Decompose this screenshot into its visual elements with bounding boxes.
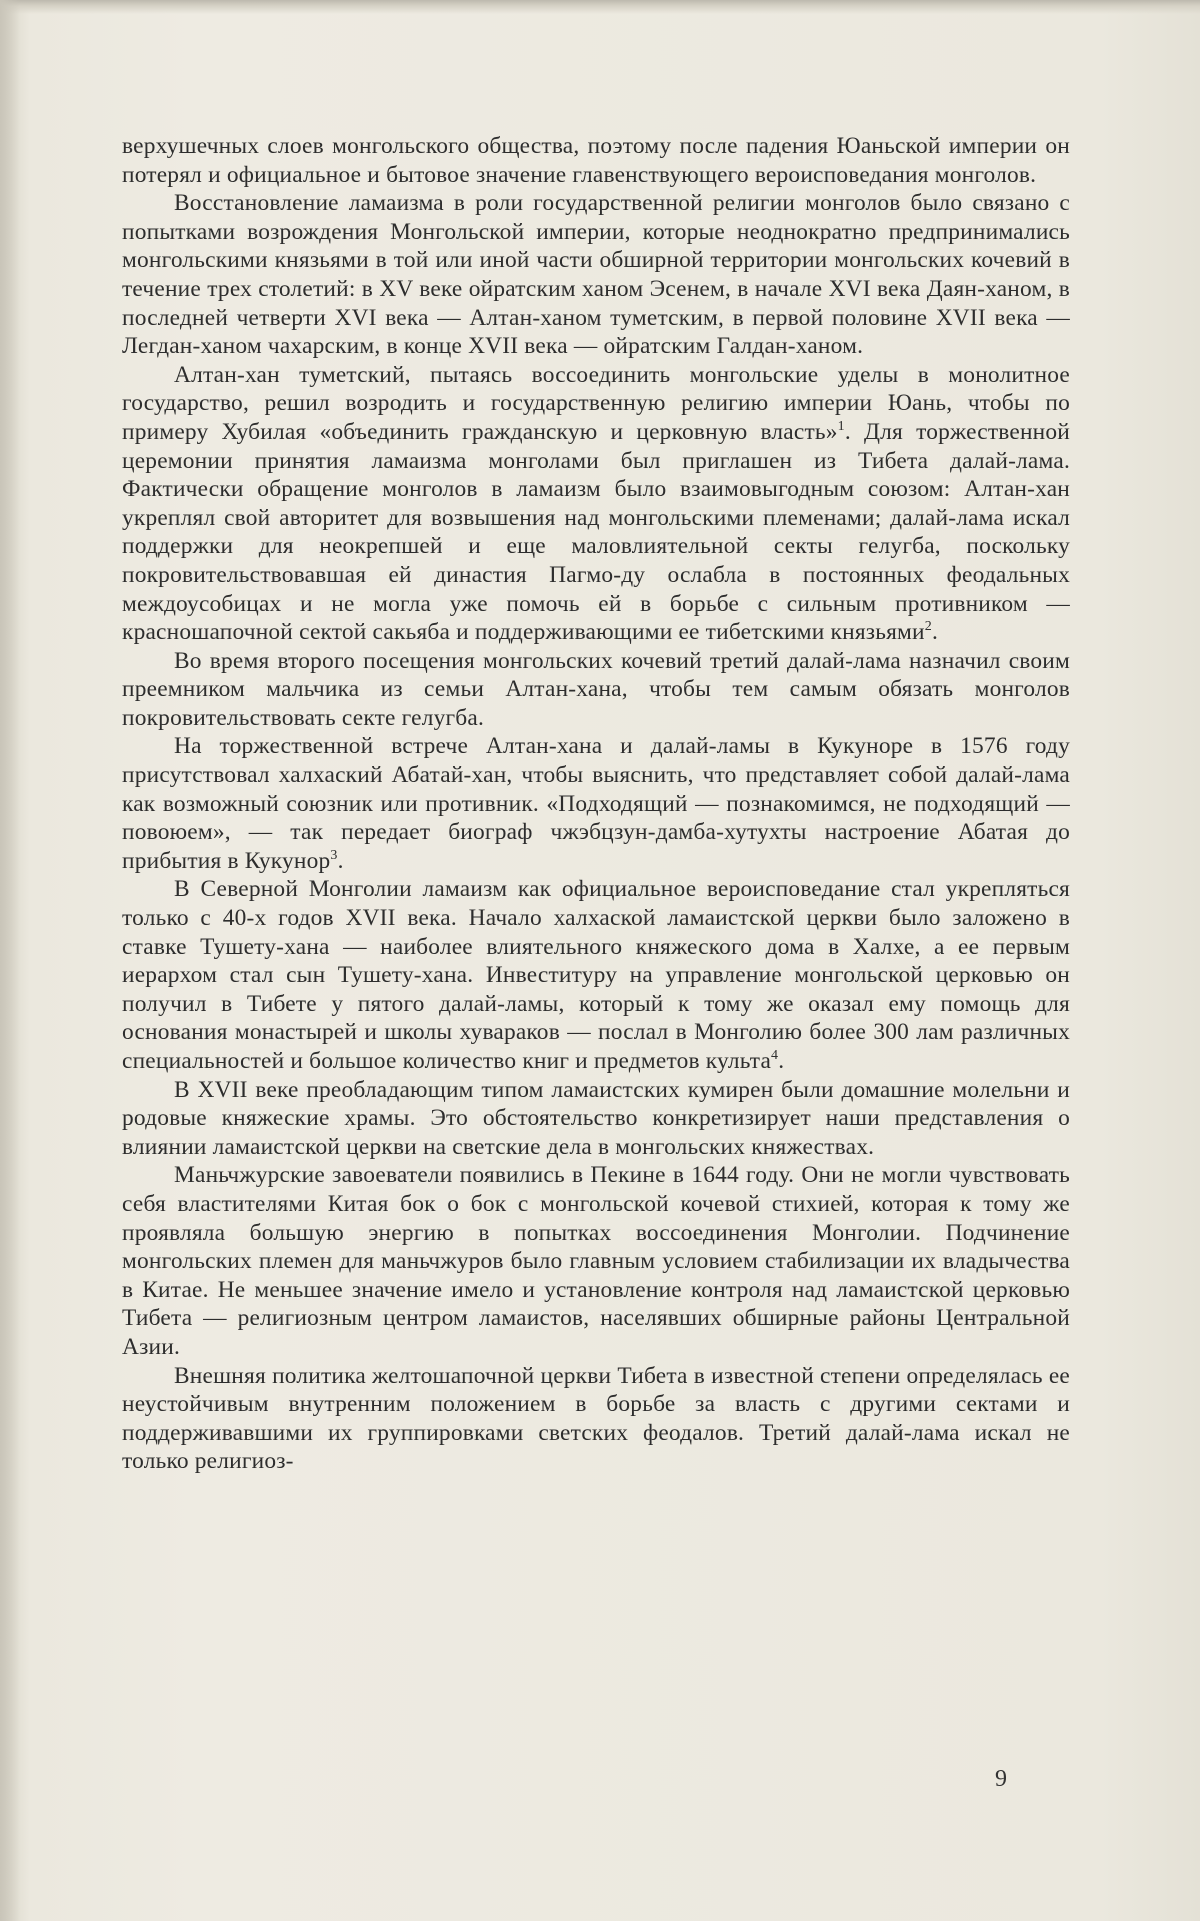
body-text: [122, 132, 1070, 1476]
paragraph-text: .: [337, 847, 344, 874]
paragraph-text: В XVII веке преобладающим типом ламаистских кумирен были домашние молельни и родовые княжеские храмы. Это обстоятельство конкретизирует наши представления о влиянии ламаистской церкви на светские дела в монгольских княжествах.: [122, 1076, 1070, 1160]
paragraph-text: Внешняя политика желтошапочной церкви Тибета в известной степени определялась ее неустойчивым внутренним положением в борьбе за власть с другими сектами и поддерживавшими их группировками светских феодалов. Третий далай-лама искал не только религиоз-: [122, 1362, 1070, 1475]
paragraph-1: [122, 132, 1070, 189]
page-number: 9: [995, 1766, 1007, 1792]
paragraph-text: .: [778, 1048, 785, 1074]
paragraph-text: .: [931, 619, 939, 646]
paragraph-7: [122, 1076, 1070, 1162]
paragraph-text: Маньчжурские завоеватели появились в Пекине в 1644 году. Они не могли чувствовать себя властителями Китая бок о бок с монгольской кочевой стихией, которая к тому же проявляла большую энергию в попытках воссоединения Монголии. Подчинение монгольских племен для маньчжуров было главным условием стабилизации их владычества в Китае. Не меньшее значение имело и установление контроля над ламаистской церковью Тибета — религиозным центром ламаистов, населявших обширные районы Центральной Азии.: [122, 1162, 1070, 1360]
paragraph-text: . Для торжественной церемонии принятия ламаизма монголами был приглашен из Тибета далай-лама. Фактически обращение монголов в ламаизм было взаимовыгодным союзом: Алтан-хан укреплял свой авторитет для возвышения над монгольскими племенами; далай-лама искал поддержки для неокрепшей и еще маловлиятельной секты гелугба, поскольку покровительствовавшая ей династия Пагмо-ду ослабла в постоянных феодальных междоусобицах и не могла уже помочь ей в борьбе с сильным противником — красношапочной сектой сакьяба и поддерживающими ее тибетскими князьями: [122, 418, 1070, 646]
paragraph-text: Алтан-хан туметский, пытаясь воссоединить монгольские уделы в монолитное государство, решил возродить и государственную религию империи Юань, чтобы по примеру Хубилая «объединить гражданскую и церковную власть»: [122, 361, 1070, 445]
paragraph-2: [122, 189, 1070, 361]
paragraph-text: верхушечных слоев монгольского общества, поэтому после падения Юаньской империи он потерял и официальное и бытовое значение главенствующего вероисповедания монголов.: [122, 133, 1070, 188]
paragraph-text: На торжественной встрече Алтан-хана и далай-ламы в Кукуноре в 1576 году присутствовал халхаский Абатай-хан, чтобы выяснить, что представляет собой далай-лама как возможный союзник или противник. «Подходящий — познакомимся, не подходящий — повоюем», — так передает биограф чжэбцзун-дамба-хутухты настроение Абатая до прибытия в Кукунор: [122, 733, 1070, 874]
footnote-marker: 4: [771, 1048, 779, 1064]
page-left-edge: [0, 0, 20, 1921]
paragraph-8: [122, 1161, 1070, 1361]
footnote-marker: 3: [330, 848, 338, 864]
footnote-marker: 2: [924, 619, 932, 635]
paragraph-text: Во время второго посещения монгольских кочевий третий далай-лама назначил своим преемником мальчика из семьи Алтан-хана, чтобы тем самым обязать монголов покровительствовать секте гелугба.: [122, 647, 1070, 731]
footnote-marker: 1: [837, 419, 845, 435]
paragraph-6: [122, 875, 1070, 1075]
paragraph-5: [122, 732, 1070, 875]
paragraph-text: Восстановление ламаизма в роли государственной религии монголов было связано с попытками возрождения Монгольской империи, которые неоднократно предпринимались монгольскими князьями в той или иной части обширной территории монгольских кочевий в течение трех столетий: в XV веке ойратским ханом Эсенем, в начале XVI века Даян-ханом, в последней четверти XVI века — Алтан-ханом туметским, в первой половине XVII века — Легдан-ханом чахарским, в конце XVII века — ойратским Галдан-ханом.: [122, 190, 1070, 360]
paragraph-3: [122, 361, 1070, 647]
paragraph-text: В Северной Монголии ламаизм как официальное вероисповедание стал укрепляться только с 40-х годов XVII века. Начало халхаской ламаистской церкви было заложено в ставке Тушету-хана — наиболее влиятельного княжеского дома в Халхе, а ее первым иерархом стал сын Тушету-хана. Инвеституру на управление монгольской церковью он получил в Тибете у пятого далай-ламы, который к тому же оказал ему помощь для основания монастырей и школы хувараков — послал в Монголию более 300 лам различных специальностей и большое количество книг и предметов культа: [122, 876, 1070, 1074]
paragraph-9: [122, 1362, 1070, 1476]
page-top-edge: [0, 0, 1200, 14]
paragraph-4: [122, 647, 1070, 733]
